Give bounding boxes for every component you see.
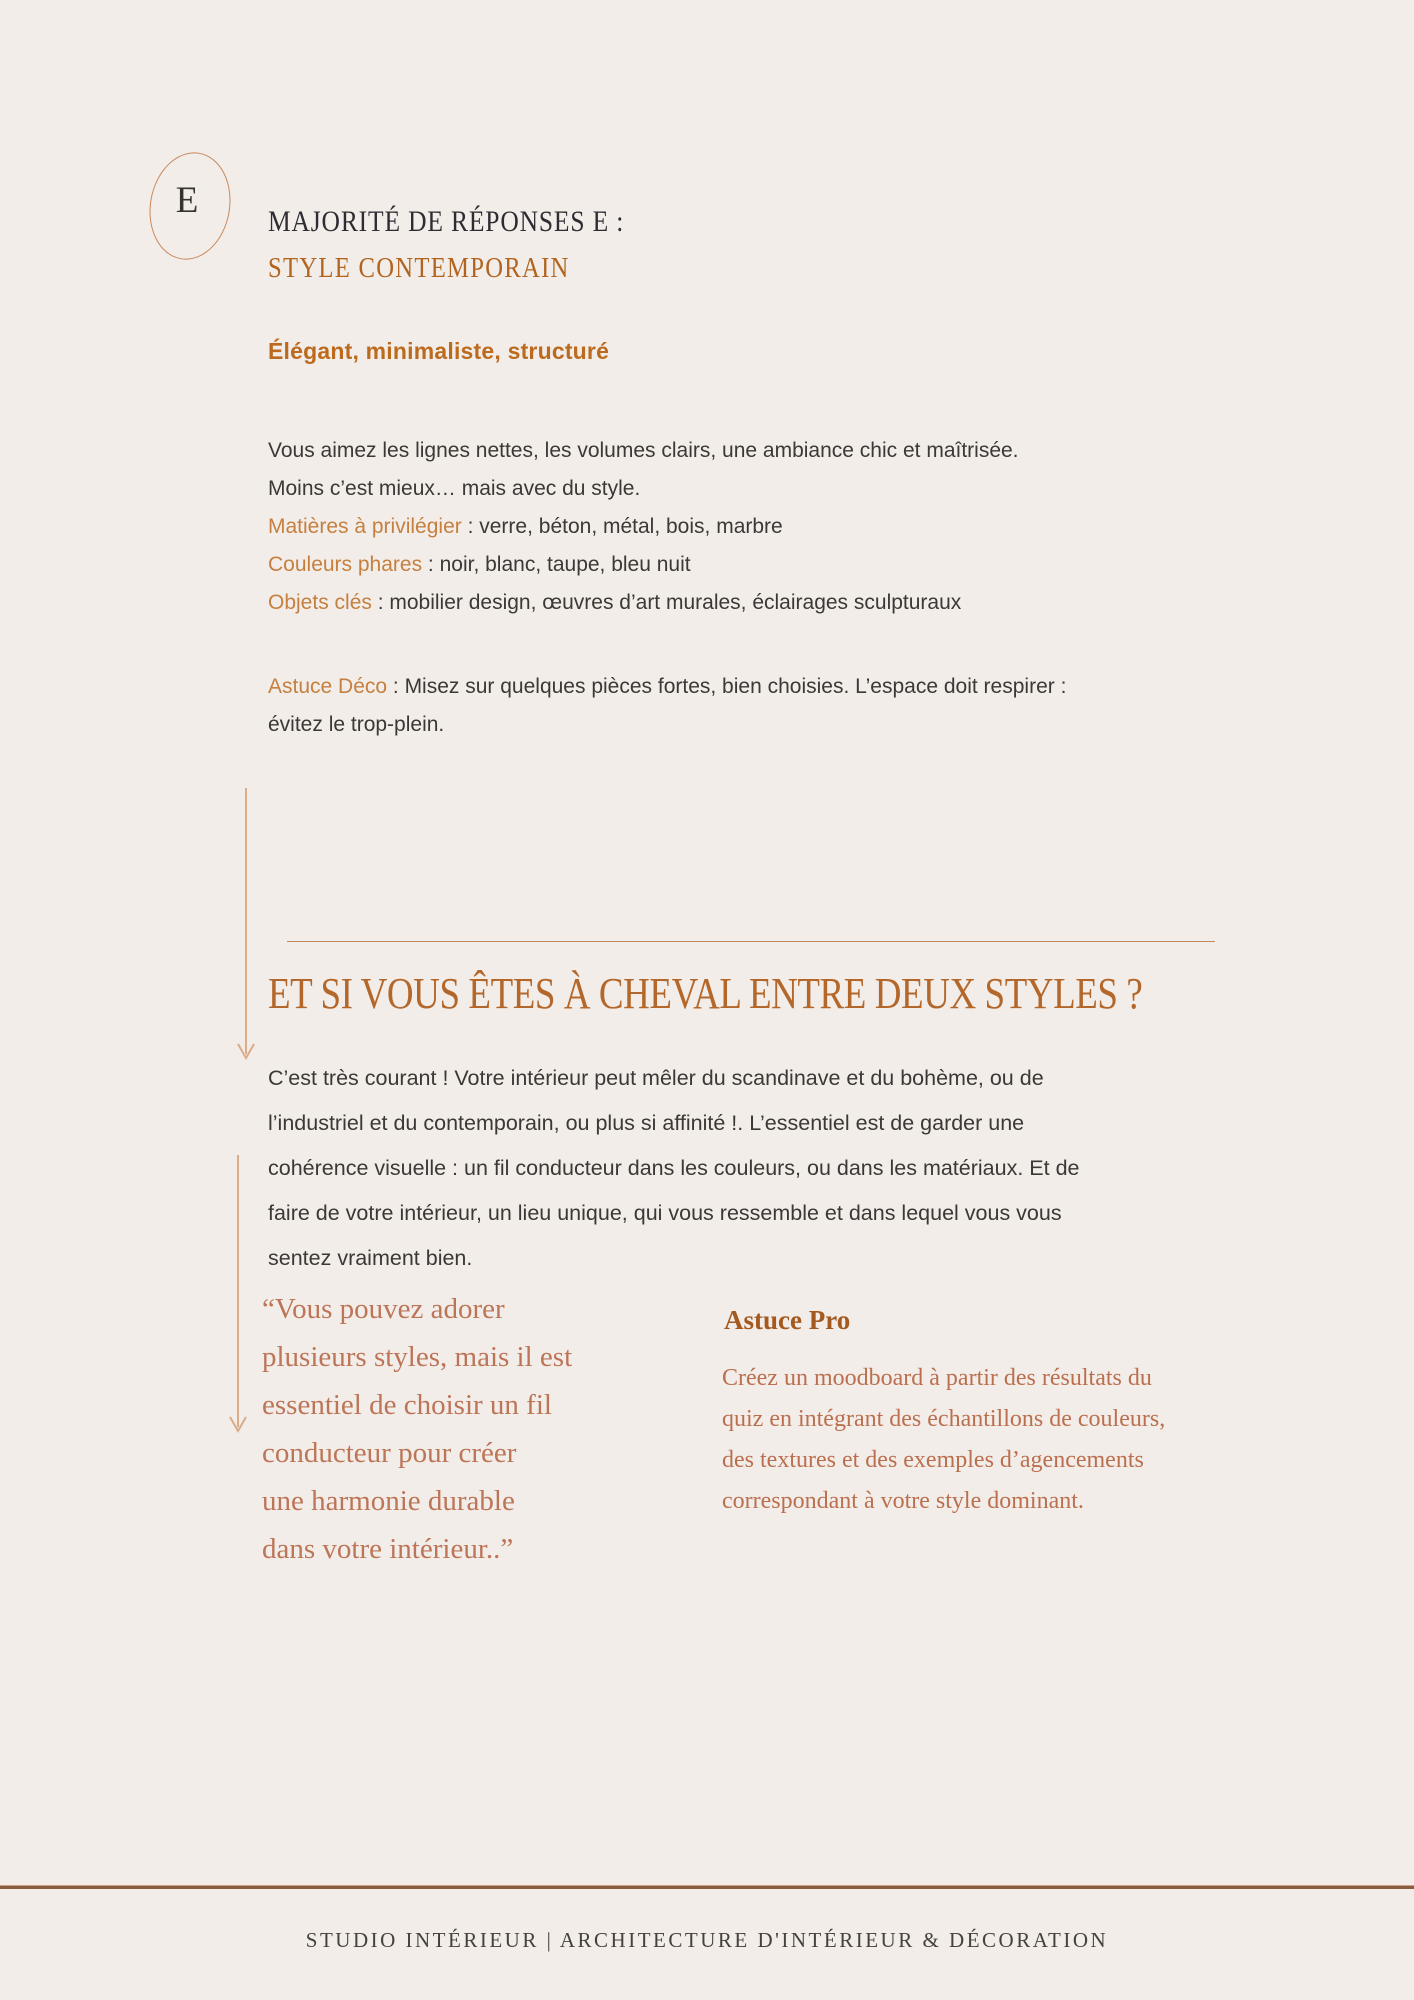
detail-materials-value: : verre, béton, métal, bois, marbre (461, 515, 783, 538)
detail-colors-value: : noir, blanc, taupe, bleu nuit (422, 553, 691, 576)
deco-tip-paragraph (268, 668, 1098, 744)
deco-tip-value: : Misez sur quelques pièces fortes, bien choisies. L’espace doit respirer : évitez le trop-plein. (268, 675, 1067, 736)
pull-quote-line: “Vous pouvez adorer (262, 1293, 505, 1325)
footer-divider (0, 1886, 1414, 1889)
style-details-list (268, 508, 1168, 622)
page-title: MAJORITÉ DE RÉPONSES E : (268, 205, 625, 238)
badge-letter: E (175, 180, 199, 221)
pro-tip-heading: Astuce Pro (724, 1305, 851, 1335)
footer-brand: STUDIO INTÉRIEUR | ARCHITECTURE D'INTÉRIEUR & DÉCORATION (305, 1928, 1109, 1952)
mix-section-heading: ET SI VOUS ÊTES À CHEVAL ENTRE DEUX STYLES ? (268, 969, 1143, 1018)
pull-quote-line: dans votre intérieur..” (262, 1533, 514, 1565)
detail-objects (268, 584, 1168, 622)
pro-tip-paragraph: Créez un moodboard à partir des résultats du quiz en intégrant des échantillons de couleurs, des textures et des exemples d’agencements correspondant à votre style dominant. (722, 1365, 1166, 1514)
detail-objects-value: : mobilier design, œuvres d’art murales, éclairages sculpturaux (371, 591, 962, 614)
answer-badge (150, 152, 230, 260)
detail-materials-label: Matières à privilégier (268, 515, 462, 538)
detail-materials (268, 508, 1168, 546)
section-divider (287, 941, 1215, 942)
mix-section-paragraph: C’est très courant ! Votre intérieur peut mêler du scandinave et du bohème, ou de l’industriel et du contemporain, ou plus si affinité !. L’essentiel est de garder une cohérence visuelle : un fil conducteur dans les couleurs, ou dans les matériaux. Et de faire de votre intérieur, un lieu unique, qui vous ressemble et dans lequel vous vous sentez vraiment bien. (268, 1066, 1080, 1270)
deco-tip-label: Astuce Déco (268, 675, 388, 698)
detail-colors-label: Couleurs phares (268, 553, 423, 576)
detail-colors (268, 546, 1168, 584)
pull-quote (262, 1285, 682, 1573)
down-arrow-icon (236, 788, 256, 1060)
style-subtitle: STYLE CONTEMPORAIN (268, 252, 570, 284)
down-arrow-icon (228, 1155, 248, 1433)
style-intro-paragraph: Vous aimez les lignes nettes, les volumes clairs, une ambiance chic et maîtrisée. Moins c’est mieux… mais avec du style. (268, 439, 1019, 500)
pull-quote-line: essentiel de choisir un fil (262, 1389, 552, 1421)
pull-quote-line: conducteur pour créer (262, 1437, 517, 1469)
pull-quote-line: une harmonie durable (262, 1485, 515, 1517)
style-tagline: Élégant, minimaliste, structuré (268, 338, 610, 364)
detail-objects-label: Objets clés (268, 591, 372, 614)
pull-quote-line: plusieurs styles, mais il est (262, 1341, 573, 1373)
